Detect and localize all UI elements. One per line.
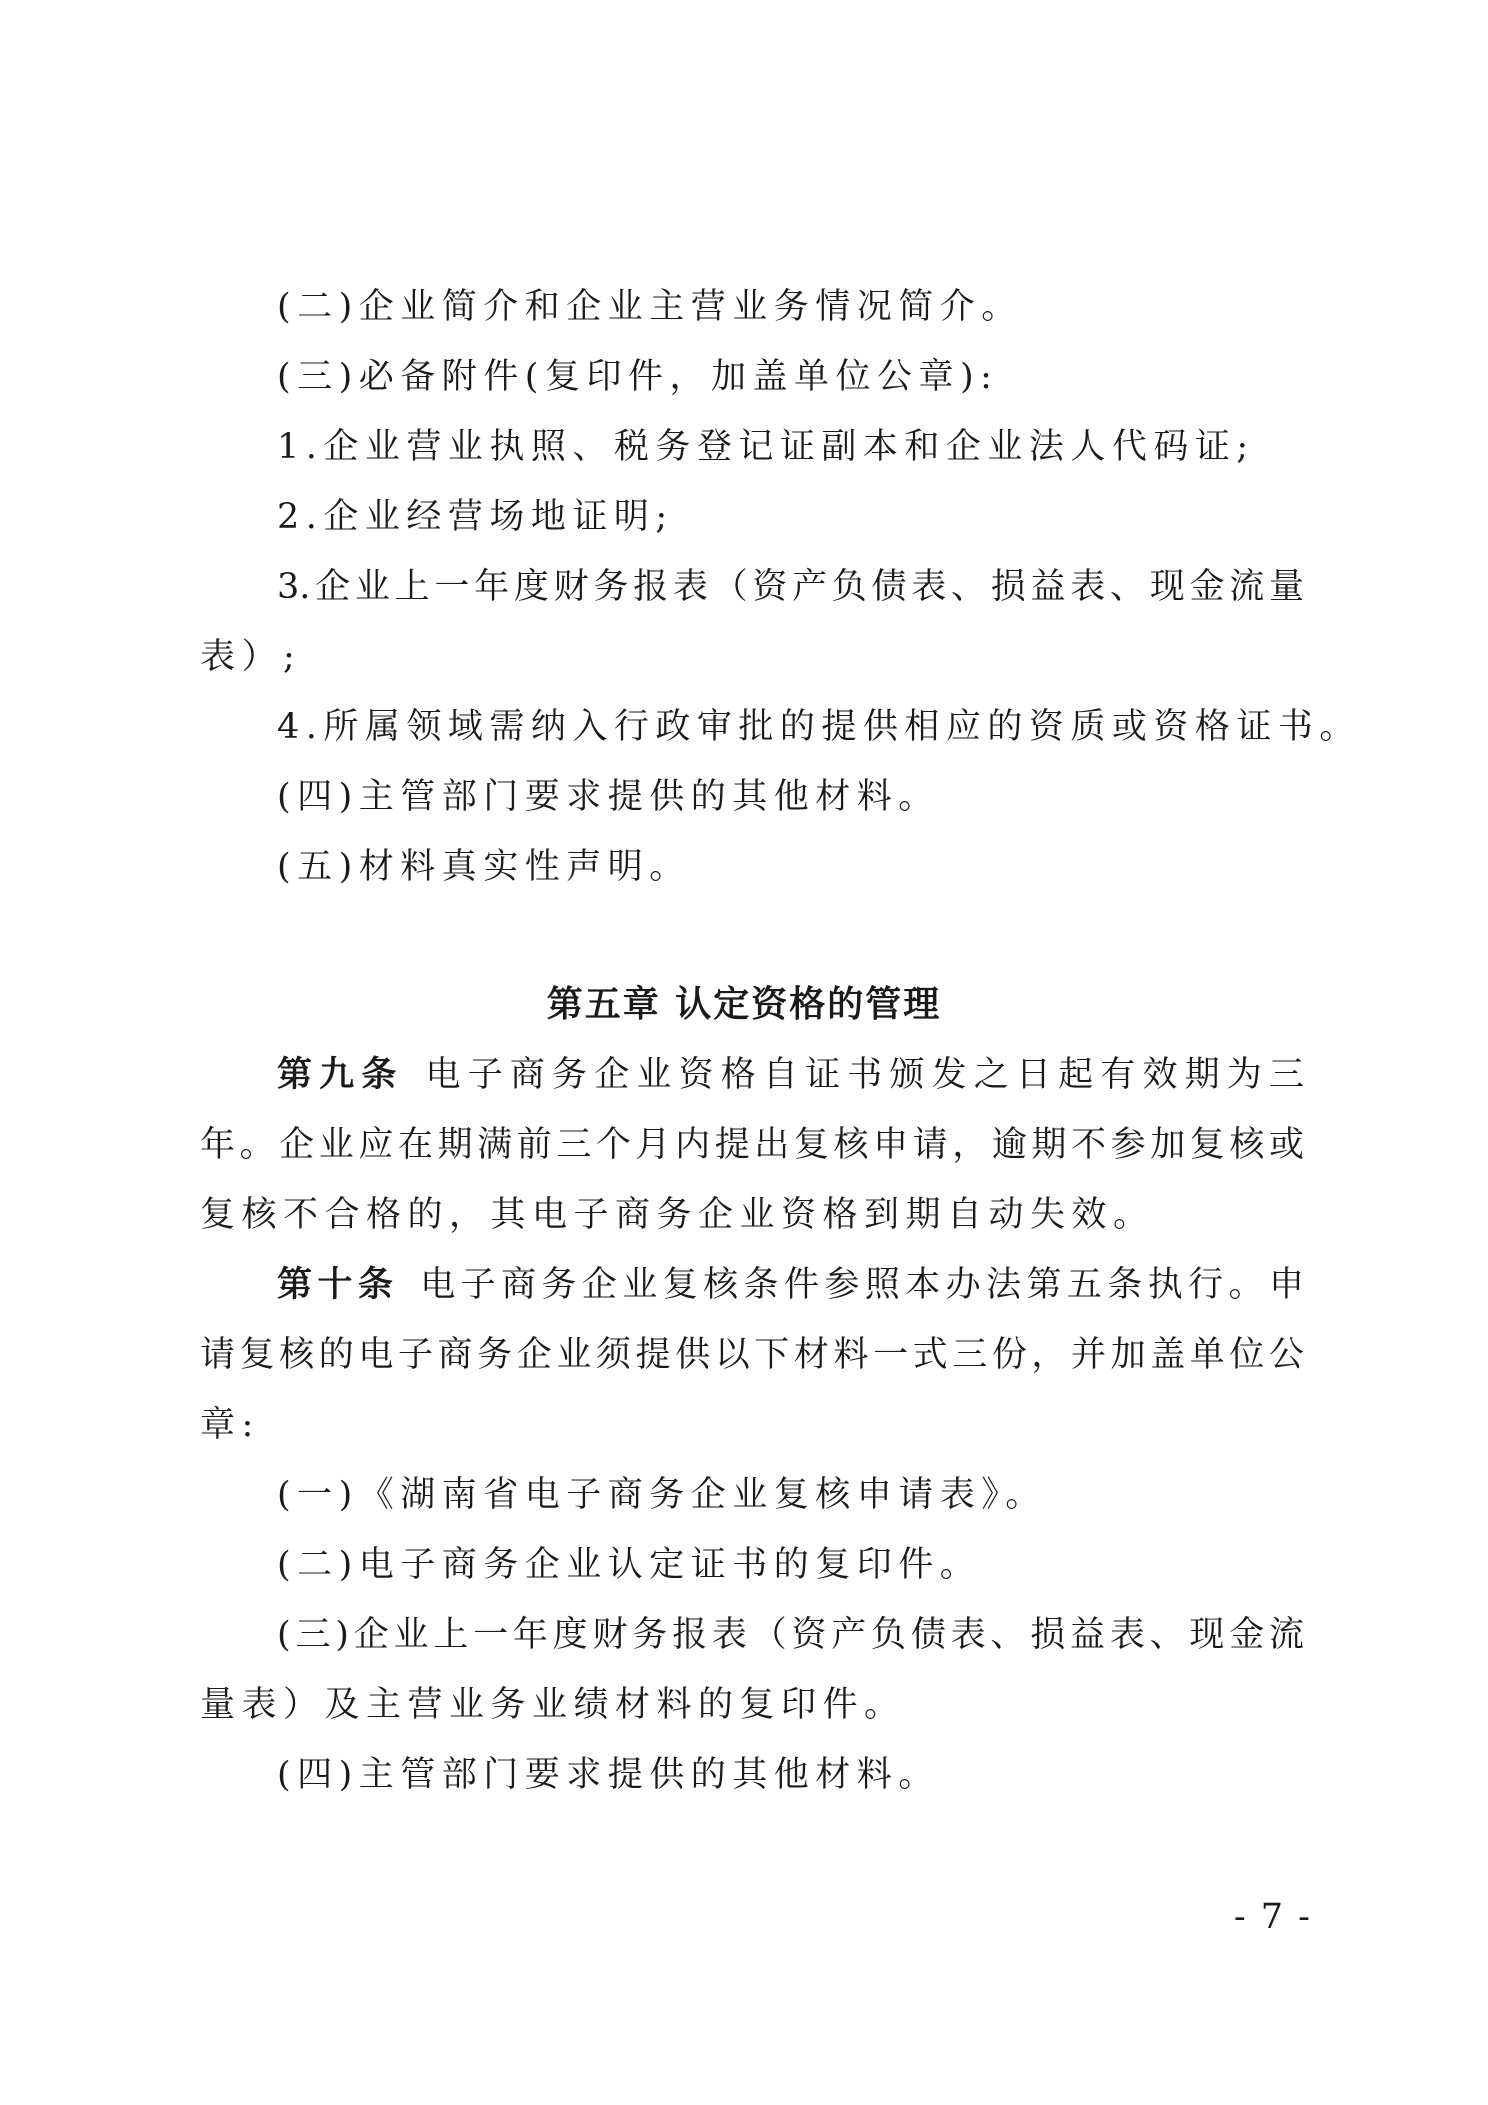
page-number: - 7 - (1233, 1897, 1312, 1937)
article-10-text-line1: 电子商务企业复核条件参照本办法第五条执行。申 (420, 1265, 1304, 1305)
item-company-intro: (二)企业简介和企业主营业务情况简介。 (277, 287, 1023, 327)
chapter-title: 第五章 认定资格的管理 (546, 984, 942, 1025)
review-item-certificate-copy: (二)电子商务企业认定证书的复印件。 (277, 1545, 982, 1585)
attachment-premises-proof: 2.企业经营场地证明; (277, 497, 674, 537)
review-item-financial-statements-line1: (三)企业上一年度财务报表（资产负债表、损益表、现金流 (277, 1615, 1304, 1655)
article-10-line1 (277, 1250, 1304, 1320)
article-10-line2: 请复核的电子商务企业须提供以下材料一式三份，并加盖单位公 (200, 1335, 1304, 1375)
attachment-business-license: 1.企业营业执照、税务登记证副本和企业法人代码证; (277, 427, 1255, 467)
article-9-label: 第九条 (277, 1055, 404, 1095)
attachment-financial-statements-line2: 表）; (200, 637, 302, 677)
review-item-application-form: (一)《湖南省电子商务企业复核申请表》。 (277, 1475, 1047, 1515)
attachment-qualification-certificates: 4.所属领域需纳入行政审批的提供相应的资质或资格证书。 (277, 707, 1361, 747)
article-10-label: 第十条 (277, 1265, 399, 1305)
article-10-line3: 章: (200, 1405, 260, 1445)
article-9-text-line1: 电子商务企业资格自证书颁发之日起有效期为三 (425, 1055, 1304, 1095)
item-required-attachments: (三)必备附件(复印件，加盖单位公章): (277, 357, 999, 397)
attachment-financial-statements-line1: 3.企业上一年度财务报表（资产负债表、损益表、现金流量 (277, 567, 1304, 607)
article-9-line2: 年。企业应在期满前三个月内提出复核申请，逾期不参加复核或 (200, 1125, 1304, 1165)
article-9-line3: 复核不合格的，其电子商务企业资格到期自动失效。 (200, 1195, 1155, 1235)
article-9-line1 (277, 1040, 1304, 1110)
review-item-other-materials: (四)主管部门要求提供的其他材料。 (277, 1755, 940, 1795)
item-authenticity-statement: (五)材料真实性声明。 (277, 847, 691, 887)
item-other-materials: (四)主管部门要求提供的其他材料。 (277, 777, 940, 817)
review-item-financial-statements-line2: 量表）及主营业务业绩材料的复印件。 (200, 1685, 906, 1725)
